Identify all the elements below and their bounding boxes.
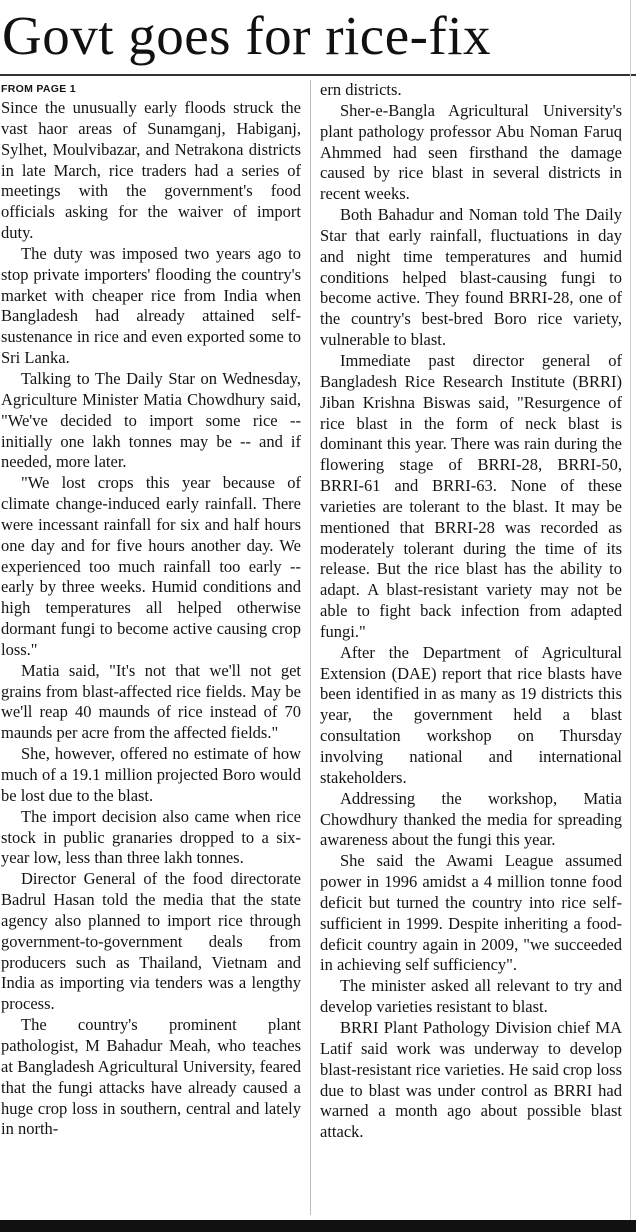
right-border <box>630 0 631 1220</box>
paragraph: Matia said, "It's not that we'll not get grains from blast-affected rice fields. May be we'll reap 40 maunds of rice instead of 70 maunds per acre from the affected fields." <box>1 660 301 743</box>
paragraph: Director General of the food directorate Badrul Hasan told the media that the state agency also planned to import rice through government-to-government deals from producers such as Thailand, Vietnam and India as importing via tenders was a lengthy process. <box>1 869 301 1014</box>
paragraph: She said the Awami League assumed power in 1996 amidst a 4 million tonne food deficit but turned the country into rice self-sufficient in 1999. Despite inheriting a food-deficit country again in 2009, "we succeeded in achieving self sufficiency". <box>320 851 622 975</box>
article-column-left <box>1 80 301 1218</box>
paragraph: BRRI Plant Pathology Division chief MA Latif said work was underway to develop blast-resistant rice varieties. He said crop loss due to blast was under control as BRRI had warned a month ago about possible blast attack. <box>320 1017 622 1142</box>
paragraph: "We lost crops this year because of climate change-induced early rainfall. There were incessant rainfall for six and half hours one day and for five hours another day. We experienced too much rainfall too early -- early by three weeks. Humid conditions and high temperatures all helped otherwise dormant fungi to become active causing crop loss." <box>1 473 301 659</box>
paragraph: The duty was imposed two years ago to stop private importers' flooding the country's market with cheaper rice from India when Bangladesh had already attained self-sustenance in rice and even exported some to Sri Lanka. <box>1 243 301 368</box>
headline: Govt goes for rice-fix <box>2 5 492 66</box>
paragraph: She, however, offered no estimate of how much of a 19.1 million projected Boro would be lost due to the blast. <box>1 744 301 805</box>
article-column-right <box>320 80 622 1218</box>
paragraph: Immediate past director general of Bangladesh Rice Research Institute (BRRI) Jiban Krishna Biswas said, "Resurgence of rice blast in the form of neck blast is dominant this year. There was rain during the flowering stage of BRRI-28, BRRI-50, BRRI-61 and BRRI-63. None of these varieties are tolerant to the blast. It may be mentioned that BRRI-28 was recorded as moderately tolerant during the time of its release. But the rice blast has the ability to adapt. A blast-resistant variety may not be able to fight back infection from adapted fungi." <box>320 350 622 641</box>
paragraph: Addressing the workshop, Matia Chowdhury thanked the media for spreading awareness about the fungi this year. <box>320 788 622 850</box>
paragraph-continuation: ern districts. <box>320 80 402 99</box>
column-divider <box>310 80 311 1215</box>
paragraph: Since the unusually early floods struck the vast haor areas of Sunamganj, Habiganj, Sylhet, Moulvibazar, and Netrakona districts in late March, rice traders had a series of meetings with the government's food officials asking for the waiver of import duty. <box>1 98 301 243</box>
headline-rule <box>0 74 636 76</box>
paragraph: Both Bahadur and Noman told The Daily Star that early rainfall, fluctuations in day and night time temperatures and humid conditions helped blast-causing fungi to become active. They found BRRI-28, one of the country's best-bred Boro rice variety, vulnerable to blast. <box>320 205 622 350</box>
paragraph: The country's prominent plant pathologist, M Bahadur Meah, who teaches at Bangladesh Agricultural University, feared that the fungi attacks have already caused a huge crop loss in southern, central and lately in north- <box>1 1015 301 1139</box>
paragraph: Sher-e-Bangla Agricultural University's plant pathology professor Abu Noman Faruq Ahmmed had seen firsthand the damage caused by rice blast in several districts in recent weeks. <box>320 100 622 204</box>
paragraph: Talking to The Daily Star on Wednesday, Agriculture Minister Matia Chowdhury said, "We've decided to import some rice -- initially one lakh tonnes may be -- and if needed, more later. <box>1 368 301 472</box>
paragraph: After the Department of Agricultural Extension (DAE) report that rice blasts have been identified in as many as 19 districts this year, the government held a blast consultation workshop on Thursday involving national and international stakeholders. <box>320 642 622 787</box>
paragraph: The import decision also came when rice stock in public granaries dropped to a six-year low, less than three lakh tonnes. <box>1 806 301 868</box>
bottom-bar <box>0 1220 636 1232</box>
paragraph: The minister asked all relevant to try and develop varieties resistant to blast. <box>320 976 622 1017</box>
dateline: FROM PAGE 1 <box>1 83 76 95</box>
